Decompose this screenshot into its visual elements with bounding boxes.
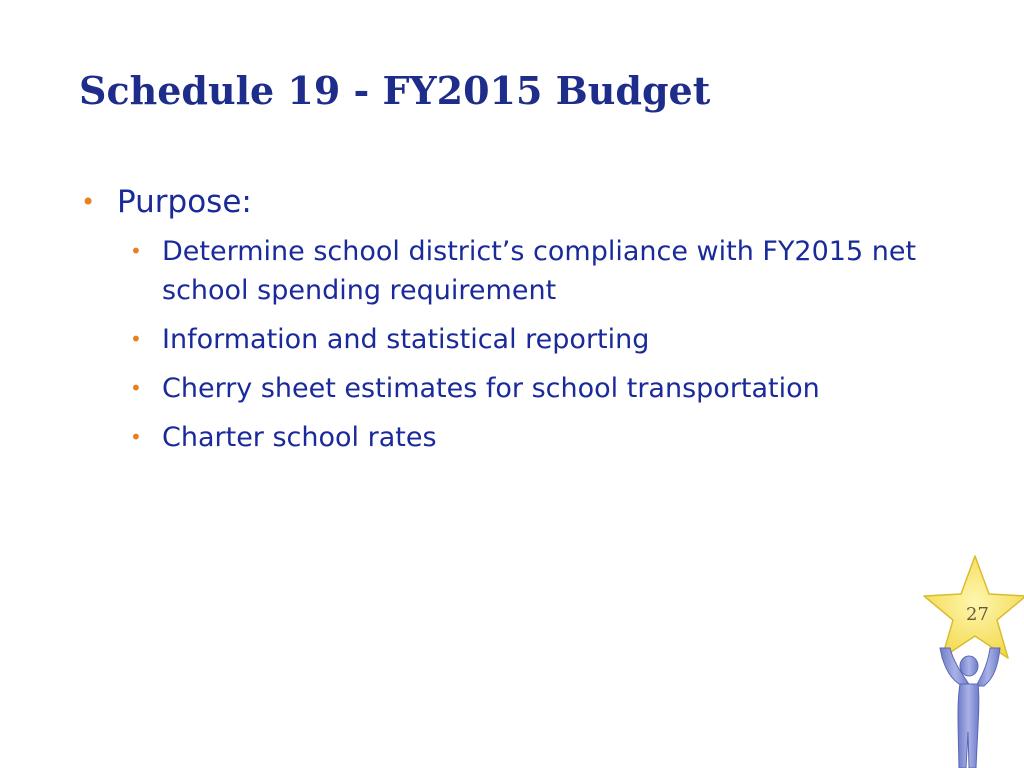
figure-head (960, 656, 978, 676)
sub-bullet-list (79, 232, 959, 457)
sub-bullet-text: Information and statistical reporting (162, 324, 650, 355)
page-number: 27 (966, 604, 989, 625)
sub-bullet-item (79, 320, 952, 359)
figure-body (958, 684, 979, 768)
sub-bullet-item (79, 232, 952, 310)
bullet-dot-icon: • (130, 425, 142, 449)
bullet-dot-icon: • (81, 188, 96, 216)
bullet-purpose (79, 180, 959, 224)
slide-title: Schedule 19 - FY2015 Budget (79, 68, 711, 113)
figure-arms (976, 648, 1000, 686)
sub-bullet-item (79, 418, 952, 457)
sub-bullet-item (79, 369, 952, 408)
bullet-label: Purpose: (117, 184, 252, 220)
slide-body (79, 180, 959, 467)
sub-bullet-text: Cherry sheet estimates for school transportation (162, 373, 820, 404)
bullet-dot-icon: • (130, 327, 142, 351)
sub-bullet-text: Determine school district’s compliance with FY2015 net school spending requirement (162, 236, 917, 306)
bullet-dot-icon: • (130, 239, 142, 263)
person-holding-star-icon (918, 552, 1024, 768)
bullet-dot-icon: • (130, 376, 142, 400)
sub-bullet-text: Charter school rates (162, 422, 437, 453)
